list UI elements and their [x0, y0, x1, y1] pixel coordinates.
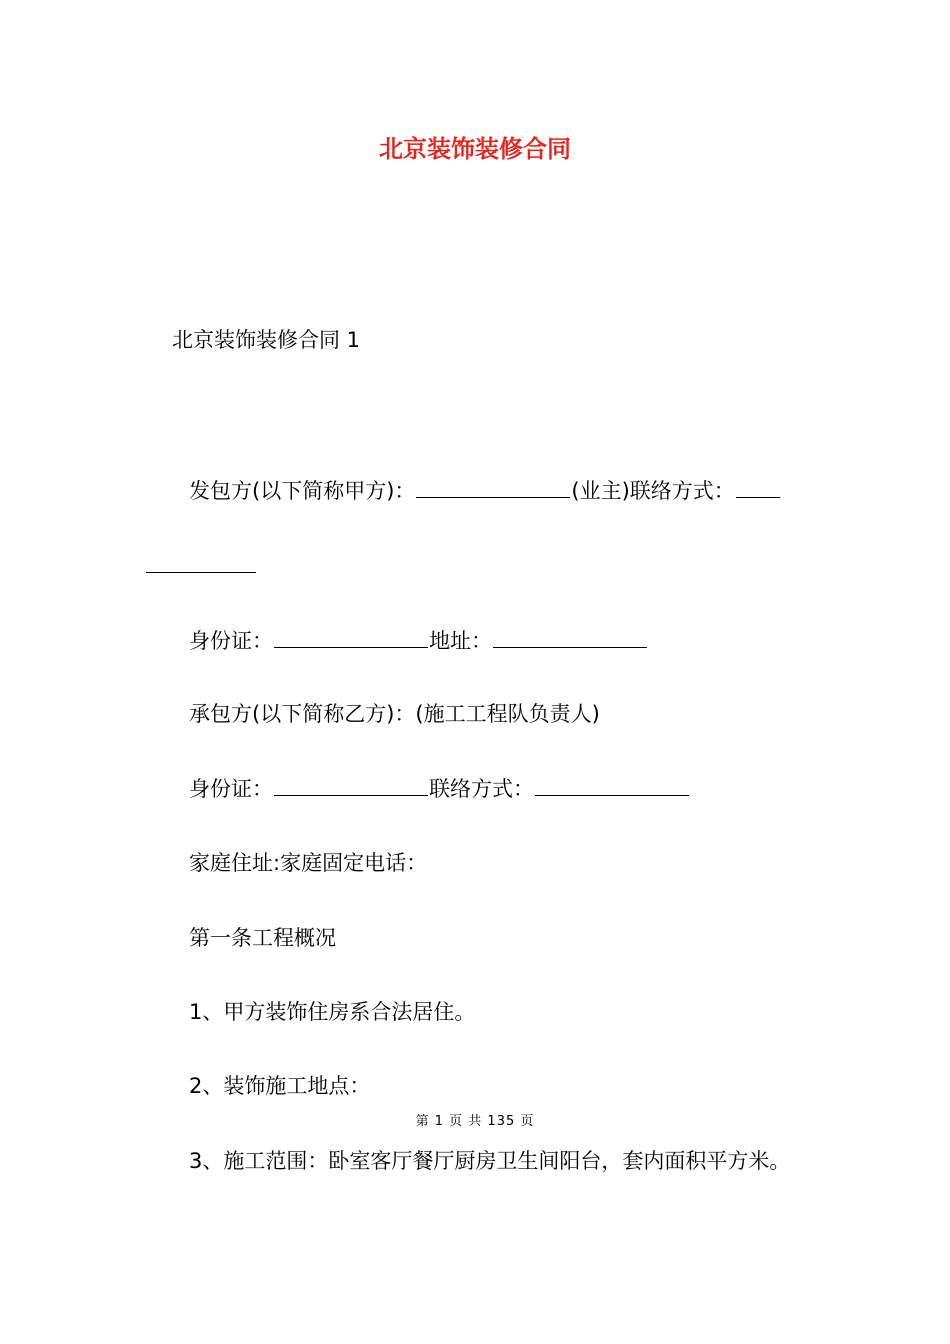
party-a-address-label: 地址：: [429, 629, 492, 653]
party-a-contact-continued: [145, 550, 257, 581]
clause-3: 3、施工范围：卧室客厅餐厅厨房卫生间阳台，套内面积平方米。: [189, 1149, 791, 1173]
party-b-contact-blank: [535, 773, 689, 796]
party-b-id-line: [189, 773, 690, 804]
party-a-line: [189, 475, 781, 506]
party-a-id-label: 身份证：: [189, 629, 273, 653]
page-footer: 第 1 页 共 135 页: [415, 1114, 535, 1129]
clause-2: 2、装饰施工地点：: [189, 1074, 371, 1098]
party-b-id-label: 身份证：: [189, 777, 273, 801]
party-a-address-blank: [493, 625, 647, 648]
party-a-label: 发包方(以下简称甲方)：: [189, 479, 416, 503]
document-title: 北京装饰装修合同: [379, 135, 571, 163]
party-a-name-blank: [416, 475, 570, 498]
contract-subtitle: 北京装饰装修合同 1: [172, 328, 361, 352]
party-a-id-blank: [274, 625, 428, 648]
party-b-id-blank: [274, 773, 428, 796]
clause-1: 1、甲方装饰住房系合法居住。: [189, 1000, 476, 1024]
party-b-line: 承包方(以下简称乙方)：(施工工程队负责人): [189, 702, 600, 726]
article-one-heading: 第一条工程概况: [189, 926, 336, 950]
party-a-contact-blank-continued: [146, 550, 256, 573]
party-a-id-line: [189, 625, 648, 656]
home-address-line: 家庭住址:家庭固定电话：: [189, 851, 428, 875]
party-a-contact-blank: [736, 475, 780, 498]
party-a-contact-label: (业主)联络方式：: [571, 479, 735, 503]
party-b-contact-label: 联络方式：: [429, 777, 534, 801]
